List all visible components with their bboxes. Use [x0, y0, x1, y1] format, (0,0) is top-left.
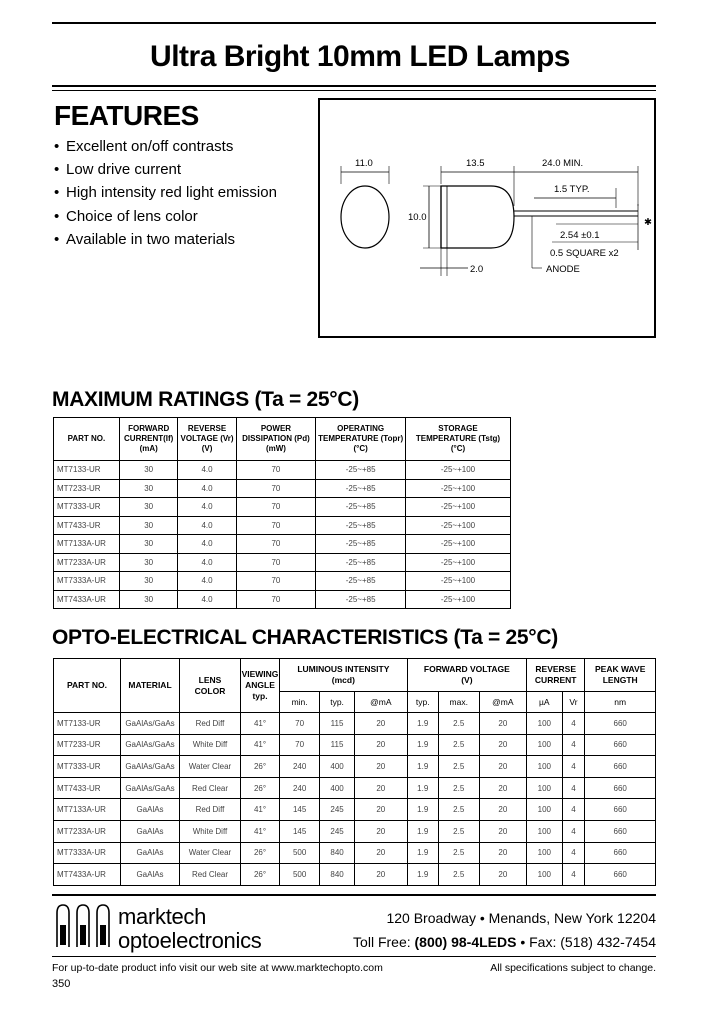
table-cell: 30 [119, 572, 178, 591]
table-cell: 100 [527, 864, 563, 886]
opto-h-lum: LUMINOUS INTENSITY (mcd) [280, 659, 408, 692]
table-row [54, 572, 511, 591]
table-row [54, 734, 656, 756]
max-ratings-header-row [54, 418, 511, 461]
feature-item: • Excellent on/off contrasts [54, 138, 234, 155]
table-cell: 26° [241, 756, 280, 778]
table-cell: 115 [320, 713, 355, 735]
table-cell: 26° [241, 777, 280, 799]
table-row [54, 590, 511, 609]
table-cell: 20 [354, 756, 407, 778]
top-rule-thick [52, 22, 656, 24]
table-row [54, 479, 511, 498]
table-cell: MT7133A-UR [54, 535, 120, 554]
opto-subheader-cell: min. [280, 692, 320, 713]
table-row [54, 799, 656, 821]
table-cell: Red Diff [180, 799, 241, 821]
table-cell: 20 [479, 799, 526, 821]
feature-item: • Low drive current [54, 161, 182, 179]
table-cell: 30 [119, 553, 178, 572]
table-cell: 240 [280, 756, 320, 778]
table-cell: -25~+85 [316, 516, 406, 535]
table-cell: GaAlAs [121, 842, 180, 864]
table-cell: 4.0 [178, 516, 236, 535]
table-cell: White Diff [180, 734, 241, 756]
table-cell: 2.5 [438, 777, 479, 799]
table-cell: 1.9 [407, 734, 438, 756]
table-cell: MT7233A-UR [54, 553, 120, 572]
table-cell: -25~+100 [405, 572, 510, 591]
table-cell: MT7433A-UR [54, 590, 120, 609]
table-cell: 20 [479, 756, 526, 778]
table-cell: GaAlAs/GaAs [121, 734, 180, 756]
table-cell: GaAlAs [121, 820, 180, 842]
table-cell: 30 [119, 516, 178, 535]
table-cell: 20 [479, 777, 526, 799]
title-rule-thin [52, 90, 656, 91]
table-row [54, 498, 511, 517]
table-cell: 500 [280, 842, 320, 864]
table-cell: 20 [354, 734, 407, 756]
table-row [54, 864, 656, 886]
table-cell: GaAlAs/GaAs [121, 756, 180, 778]
table-cell: -25~+85 [316, 461, 406, 480]
table-cell: 100 [527, 777, 563, 799]
website-note: For up-to-date product info visit our web site at www.marktechopto.com [52, 962, 383, 974]
table-cell: 115 [320, 734, 355, 756]
table-cell: 4.0 [178, 498, 236, 517]
opto-subheader-cell: typ. [320, 692, 355, 713]
table-cell: 1.9 [407, 713, 438, 735]
table-cell: 400 [320, 756, 355, 778]
dim-13-5: 13.5 [466, 158, 485, 169]
table-cell: -25~+100 [405, 553, 510, 572]
max-ratings-header-cell: OPERATING TEMPERATURE (Topr) (°C) [316, 418, 406, 461]
title-rule-thick [52, 85, 656, 87]
table-cell: 30 [119, 461, 178, 480]
table-cell: Red Diff [180, 713, 241, 735]
opto-subheader-cell: @mA [479, 692, 526, 713]
table-cell: 70 [236, 572, 316, 591]
table-cell: 840 [320, 842, 355, 864]
max-ratings-header-cell: PART NO. [54, 418, 120, 461]
table-cell: 20 [354, 864, 407, 886]
led-body-side-view [441, 186, 514, 248]
table-cell: 4.0 [178, 461, 236, 480]
opto-h-lens: LENS COLOR [180, 659, 241, 713]
table-cell: GaAlAs [121, 799, 180, 821]
table-cell: 1.9 [407, 799, 438, 821]
table-cell: 4.0 [178, 590, 236, 609]
table-cell: 70 [236, 479, 316, 498]
table-cell: MT7133-UR [54, 461, 120, 480]
table-cell: 245 [320, 799, 355, 821]
table-cell: 20 [479, 713, 526, 735]
table-cell: 2.5 [438, 842, 479, 864]
table-cell: 145 [280, 820, 320, 842]
table-cell: -25~+85 [316, 590, 406, 609]
feature-item: • Choice of lens color [54, 207, 198, 225]
max-ratings-heading: MAXIMUM RATINGS (Ta = 25°C) [52, 388, 359, 411]
table-cell: 70 [236, 590, 316, 609]
table-cell: 240 [280, 777, 320, 799]
opto-subheader-cell: @mA [354, 692, 407, 713]
table-cell: -25~+85 [316, 572, 406, 591]
table-cell: 30 [119, 535, 178, 554]
table-cell: 70 [236, 498, 316, 517]
table-cell: Red Clear [180, 777, 241, 799]
table-cell: 660 [585, 777, 656, 799]
opto-header-row [54, 659, 656, 692]
table-cell: Red Clear [180, 864, 241, 886]
max-ratings-table [53, 417, 511, 609]
table-row [54, 461, 511, 480]
table-cell: 20 [354, 799, 407, 821]
table-cell: 100 [527, 756, 563, 778]
anode-mark-icon: ✱ [644, 217, 652, 228]
table-cell: 41° [241, 734, 280, 756]
table-cell: 20 [354, 777, 407, 799]
table-cell: MT7433A-UR [54, 864, 121, 886]
table-cell: 660 [585, 864, 656, 886]
table-cell: 100 [527, 799, 563, 821]
opto-heading: OPTO-ELECTRICAL CHARACTERISTICS (Ta = 25°C) [52, 626, 558, 649]
opto-h-material: MATERIAL [121, 659, 180, 713]
table-cell: 41° [241, 799, 280, 821]
dim-11-0: 11.0 [355, 158, 373, 169]
company-rule [52, 894, 656, 896]
table-cell: 1.9 [407, 842, 438, 864]
max-ratings-header-cell: STORAGE TEMPERATURE (Tstg) (°C) [405, 418, 510, 461]
table-cell: 500 [280, 864, 320, 886]
table-cell: 4 [562, 864, 585, 886]
table-cell: -25~+85 [316, 553, 406, 572]
table-cell: 1.9 [407, 864, 438, 886]
opto-table [53, 658, 656, 886]
table-cell: White Diff [180, 820, 241, 842]
max-ratings-header-cell: FORWARD CURRENT(If) (mA) [119, 418, 178, 461]
brand-name-line1: marktech [118, 904, 207, 929]
table-cell: 26° [241, 864, 280, 886]
table-cell: 26° [241, 842, 280, 864]
table-cell: 660 [585, 820, 656, 842]
table-cell: 245 [320, 820, 355, 842]
table-row [54, 713, 656, 735]
table-cell: 70 [236, 516, 316, 535]
toll-free-number: (800) 98-4LEDS [414, 934, 517, 950]
table-cell: MT7233A-UR [54, 820, 121, 842]
table-cell: Water Clear [180, 842, 241, 864]
opto-subheader-cell: typ. [407, 692, 438, 713]
dim-0-5-square: 0.5 SQUARE x2 [550, 248, 619, 259]
table-cell: 660 [585, 756, 656, 778]
table-cell: -25~+85 [316, 498, 406, 517]
table-cell: 2.5 [438, 799, 479, 821]
table-row [54, 756, 656, 778]
table-cell: MT7333-UR [54, 498, 120, 517]
opto-h-pw: PEAK WAVE LENGTH [585, 659, 656, 692]
table-cell: 4 [562, 820, 585, 842]
table-cell: 100 [527, 734, 563, 756]
marktech-logo-icon [54, 903, 114, 949]
table-cell: 20 [354, 842, 407, 864]
table-row [54, 553, 511, 572]
table-cell: 70 [280, 713, 320, 735]
table-cell: 20 [354, 713, 407, 735]
table-cell: 100 [527, 820, 563, 842]
dimension-diagram [318, 98, 656, 338]
table-cell: 70 [236, 461, 316, 480]
table-cell: -25~+100 [405, 461, 510, 480]
table-cell: 4.0 [178, 553, 236, 572]
table-cell: 20 [479, 734, 526, 756]
table-cell: 20 [479, 842, 526, 864]
page-number: 350 [52, 978, 71, 990]
table-cell: 1.9 [407, 756, 438, 778]
opto-h-fv: FORWARD VOLTAGE (V) [407, 659, 526, 692]
table-cell: 41° [241, 713, 280, 735]
table-cell: 145 [280, 799, 320, 821]
disclaimer: All specifications subject to change. [490, 962, 656, 974]
table-cell: 20 [479, 820, 526, 842]
table-cell: 100 [527, 842, 563, 864]
table-cell: 70 [236, 535, 316, 554]
dim-1-5-typ: 1.5 TYP. [554, 184, 590, 195]
table-cell: 4 [562, 734, 585, 756]
table-cell: 660 [585, 799, 656, 821]
table-cell: MT7333-UR [54, 756, 121, 778]
table-cell: MT7233-UR [54, 479, 120, 498]
table-cell: -25~+100 [405, 498, 510, 517]
dim-2-0: 2.0 [470, 264, 484, 275]
table-cell: 1.9 [407, 820, 438, 842]
table-cell: Water Clear [180, 756, 241, 778]
table-cell: 2.5 [438, 713, 479, 735]
table-row [54, 842, 656, 864]
table-cell: GaAlAs/GaAs [121, 777, 180, 799]
opto-h-view: VIEWING ANGLE typ. [241, 659, 280, 713]
table-cell: 4 [562, 799, 585, 821]
table-cell: 4 [562, 756, 585, 778]
opto-h-rc: REVERSE CURRENT [527, 659, 585, 692]
opto-h-part: PART NO. [54, 659, 121, 713]
table-cell: -25~+85 [316, 535, 406, 554]
table-cell: 4 [562, 842, 585, 864]
table-cell: 840 [320, 864, 355, 886]
brand-name-line2: optoelectronics [118, 928, 262, 953]
table-cell: MT7433-UR [54, 516, 120, 535]
table-cell: 2.5 [438, 734, 479, 756]
table-cell: 2.5 [438, 756, 479, 778]
table-cell: MT7333A-UR [54, 842, 121, 864]
dim-10-0: 10.0 [408, 212, 427, 223]
table-cell: 30 [119, 479, 178, 498]
table-cell: 400 [320, 777, 355, 799]
table-cell: 4.0 [178, 479, 236, 498]
table-cell: 100 [527, 713, 563, 735]
led-dimension-drawing [320, 100, 654, 336]
table-cell: 660 [585, 734, 656, 756]
lens-front-view [341, 186, 389, 248]
table-cell: 2.5 [438, 864, 479, 886]
table-row [54, 535, 511, 554]
opto-subheader-cell: nm [585, 692, 656, 713]
feature-item: • High intensity red light emission [54, 184, 277, 202]
table-cell: MT7133A-UR [54, 799, 121, 821]
table-cell: 4 [562, 713, 585, 735]
opto-subheader-cell: µA [527, 692, 563, 713]
table-cell: GaAlAs/GaAs [121, 713, 180, 735]
table-cell: 4.0 [178, 535, 236, 554]
table-cell: MT7433-UR [54, 777, 121, 799]
table-cell: 4.0 [178, 572, 236, 591]
table-cell: -25~+100 [405, 535, 510, 554]
table-cell: -25~+85 [316, 479, 406, 498]
company-address: 120 Broadway • Menands, New York 12204 [386, 910, 656, 926]
features-heading: FEATURES [54, 100, 199, 131]
table-cell: 70 [280, 734, 320, 756]
anode-label: ANODE [546, 264, 580, 275]
table-cell: 2.5 [438, 820, 479, 842]
table-cell: 41° [241, 820, 280, 842]
table-row [54, 777, 656, 799]
table-row [54, 516, 511, 535]
table-cell: 30 [119, 498, 178, 517]
table-cell: MT7233-UR [54, 734, 121, 756]
table-cell: 20 [354, 820, 407, 842]
max-ratings-header-cell: POWER DISSIPATION (Pd) (mW) [236, 418, 316, 461]
company-contact: Toll Free: (800) 98-4LEDS • Fax: (518) 432-7454 [353, 934, 656, 950]
footer-rule [52, 956, 656, 957]
table-cell: 660 [585, 713, 656, 735]
table-cell: -25~+100 [405, 590, 510, 609]
page-title: Ultra Bright 10mm LED Lamps [150, 40, 570, 73]
table-cell: 30 [119, 590, 178, 609]
table-row [54, 820, 656, 842]
table-cell: MT7333A-UR [54, 572, 120, 591]
table-cell: MT7133-UR [54, 713, 121, 735]
dim-24-0-min: 24.0 MIN. [542, 158, 584, 169]
opto-subheader-cell: max. [438, 692, 479, 713]
table-cell: -25~+100 [405, 479, 510, 498]
feature-item: • Available in two materials [54, 230, 235, 248]
table-cell: GaAlAs [121, 864, 180, 886]
max-ratings-header-cell: REVERSE VOLTAGE (Vr) (V) [178, 418, 236, 461]
table-cell: 20 [479, 864, 526, 886]
opto-subheader-cell: Vr [562, 692, 585, 713]
features-list [54, 137, 277, 253]
table-cell: 70 [236, 553, 316, 572]
table-cell: 660 [585, 842, 656, 864]
dim-2-54: 2.54 ±0.1 [560, 230, 600, 241]
table-cell: 4 [562, 777, 585, 799]
table-cell: -25~+100 [405, 516, 510, 535]
table-cell: 1.9 [407, 777, 438, 799]
